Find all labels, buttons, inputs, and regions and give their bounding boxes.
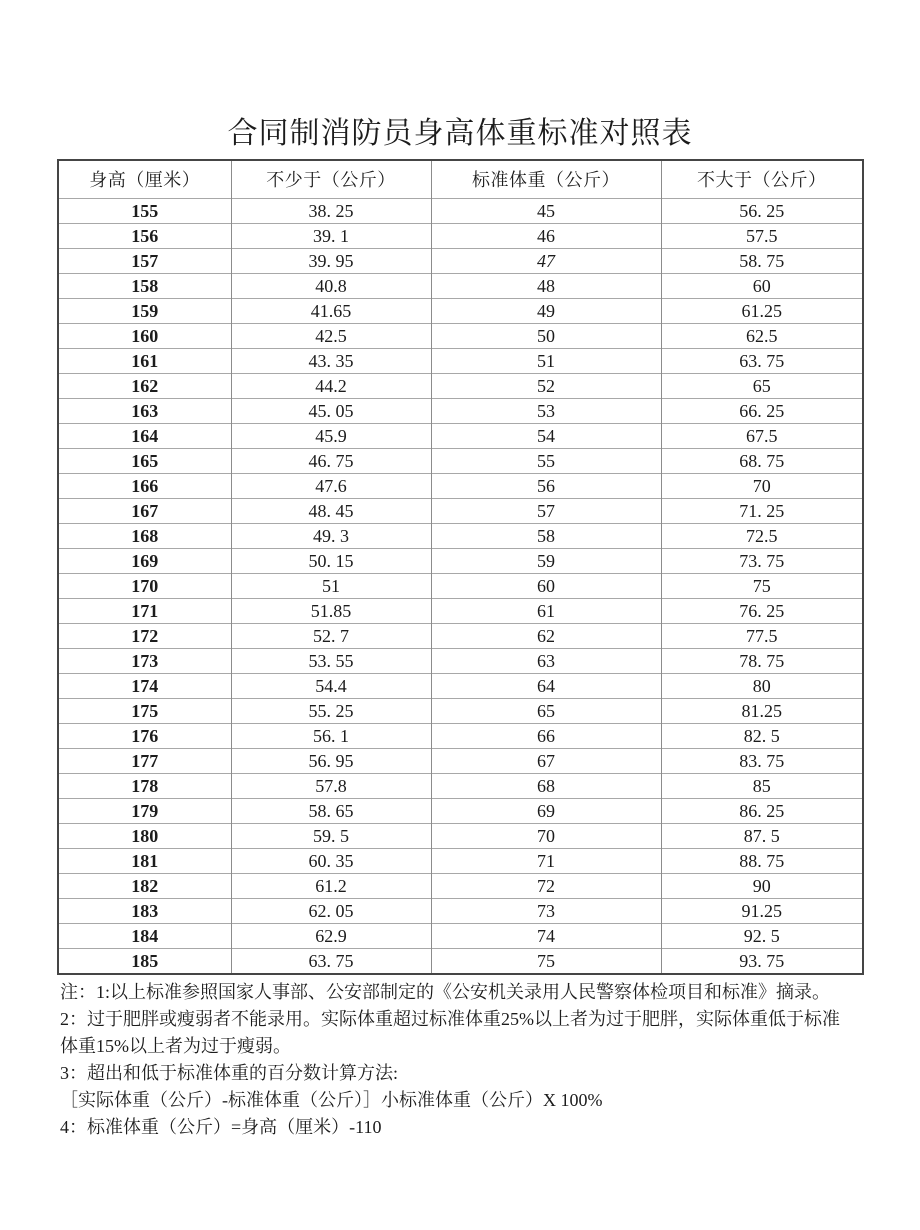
min-weight-cell: 55. 25 — [231, 698, 431, 723]
min-weight-cell: 62. 05 — [231, 898, 431, 923]
std-weight-cell: 47 — [431, 248, 661, 273]
table-row — [58, 323, 863, 348]
max-weight-cell: 73. 75 — [661, 548, 863, 573]
table-row — [58, 748, 863, 773]
height-cell: 166 — [58, 473, 231, 498]
min-weight-cell: 39. 1 — [231, 223, 431, 248]
std-weight-cell: 51 — [431, 348, 661, 373]
max-weight-cell: 63. 75 — [661, 348, 863, 373]
height-cell: 170 — [58, 573, 231, 598]
min-weight-cell: 52. 7 — [231, 623, 431, 648]
std-weight-cell: 57 — [431, 498, 661, 523]
min-weight-cell: 60. 35 — [231, 848, 431, 873]
max-weight-cell: 78. 75 — [661, 648, 863, 673]
min-weight-cell: 53. 55 — [231, 648, 431, 673]
std-weight-cell: 45 — [431, 198, 661, 223]
min-weight-cell: 45.9 — [231, 423, 431, 448]
table-row — [58, 498, 863, 523]
height-cell: 156 — [58, 223, 231, 248]
max-weight-cell: 60 — [661, 273, 863, 298]
min-weight-cell: 42.5 — [231, 323, 431, 348]
min-weight-cell: 56. 1 — [231, 723, 431, 748]
std-weight-cell: 50 — [431, 323, 661, 348]
height-cell: 172 — [58, 623, 231, 648]
std-weight-cell: 72 — [431, 873, 661, 898]
max-weight-cell: 71. 25 — [661, 498, 863, 523]
height-cell: 185 — [58, 948, 231, 974]
std-weight-cell: 64 — [431, 673, 661, 698]
std-weight-cell: 58 — [431, 523, 661, 548]
table-row — [58, 248, 863, 273]
table-row — [58, 773, 863, 798]
col-header-height: 身高（厘米） — [58, 160, 231, 198]
table-row — [58, 373, 863, 398]
height-cell: 168 — [58, 523, 231, 548]
height-cell: 181 — [58, 848, 231, 873]
max-weight-cell: 62.5 — [661, 323, 863, 348]
table-row — [58, 223, 863, 248]
min-weight-cell: 59. 5 — [231, 823, 431, 848]
table-row — [58, 923, 863, 948]
height-cell: 180 — [58, 823, 231, 848]
max-weight-cell: 72.5 — [661, 523, 863, 548]
std-weight-cell: 48 — [431, 273, 661, 298]
table-row — [58, 273, 863, 298]
height-cell: 171 — [58, 598, 231, 623]
height-cell: 174 — [58, 673, 231, 698]
table-row — [58, 823, 863, 848]
max-weight-cell: 57.5 — [661, 223, 863, 248]
note-line-1: 注：1:以上标准参照国家人事部、公安部制定的《公安机关录用人民警察体检项目和标准》摘录。 — [60, 982, 830, 1002]
height-cell: 164 — [58, 423, 231, 448]
table-row — [58, 448, 863, 473]
std-weight-cell: 56 — [431, 473, 661, 498]
min-weight-cell: 45. 05 — [231, 398, 431, 423]
min-weight-cell: 43. 35 — [231, 348, 431, 373]
table-row — [58, 673, 863, 698]
table-row — [58, 523, 863, 548]
min-weight-cell: 51.85 — [231, 598, 431, 623]
height-cell: 169 — [58, 548, 231, 573]
note-line-5: 4：标准体重（公斤）=身高（厘米）-110 — [60, 1117, 382, 1137]
min-weight-cell: 56. 95 — [231, 748, 431, 773]
table-row — [58, 948, 863, 974]
std-weight-cell: 70 — [431, 823, 661, 848]
std-weight-cell: 69 — [431, 798, 661, 823]
std-weight-cell: 67 — [431, 748, 661, 773]
height-cell: 158 — [58, 273, 231, 298]
table-row — [58, 873, 863, 898]
max-weight-cell: 66. 25 — [661, 398, 863, 423]
table-row — [58, 623, 863, 648]
height-weight-table — [57, 159, 864, 975]
height-cell: 182 — [58, 873, 231, 898]
height-cell: 176 — [58, 723, 231, 748]
height-cell: 177 — [58, 748, 231, 773]
table-row — [58, 648, 863, 673]
height-cell: 179 — [58, 798, 231, 823]
max-weight-cell: 65 — [661, 373, 863, 398]
min-weight-cell: 41.65 — [231, 298, 431, 323]
height-cell: 165 — [58, 448, 231, 473]
max-weight-cell: 83. 75 — [661, 748, 863, 773]
table-row — [58, 398, 863, 423]
max-weight-cell: 91.25 — [661, 898, 863, 923]
min-weight-cell: 58. 65 — [231, 798, 431, 823]
max-weight-cell: 61.25 — [661, 298, 863, 323]
max-weight-cell: 80 — [661, 673, 863, 698]
min-weight-cell: 63. 75 — [231, 948, 431, 974]
std-weight-cell: 53 — [431, 398, 661, 423]
std-weight-cell: 49 — [431, 298, 661, 323]
std-weight-cell: 65 — [431, 698, 661, 723]
max-weight-cell: 82. 5 — [661, 723, 863, 748]
min-weight-cell: 44.2 — [231, 373, 431, 398]
min-weight-cell: 51 — [231, 573, 431, 598]
height-cell: 167 — [58, 498, 231, 523]
col-header-max-weight: 不大于（公斤） — [661, 160, 863, 198]
table-row — [58, 698, 863, 723]
min-weight-cell: 62.9 — [231, 923, 431, 948]
table-body — [58, 198, 863, 974]
max-weight-cell: 58. 75 — [661, 248, 863, 273]
note-line-3: 3：超出和低于标准体重的百分数计算方法: — [60, 1063, 398, 1083]
height-cell: 173 — [58, 648, 231, 673]
std-weight-cell: 54 — [431, 423, 661, 448]
table-row — [58, 898, 863, 923]
table-row — [58, 423, 863, 448]
max-weight-cell: 86. 25 — [661, 798, 863, 823]
std-weight-cell: 62 — [431, 623, 661, 648]
min-weight-cell: 47.6 — [231, 473, 431, 498]
height-cell: 184 — [58, 923, 231, 948]
table-row — [58, 848, 863, 873]
max-weight-cell: 90 — [661, 873, 863, 898]
page-title: 合同制消防员身高体重标准对照表 — [227, 117, 693, 150]
std-weight-cell: 71 — [431, 848, 661, 873]
max-weight-cell: 93. 75 — [661, 948, 863, 974]
std-weight-cell: 46 — [431, 223, 661, 248]
table-row — [58, 198, 863, 223]
table-row — [58, 598, 863, 623]
std-weight-cell: 52 — [431, 373, 661, 398]
max-weight-cell: 85 — [661, 773, 863, 798]
table-row — [58, 473, 863, 498]
min-weight-cell: 54.4 — [231, 673, 431, 698]
table-row — [58, 798, 863, 823]
col-header-standard-weight: 标准体重（公斤） — [431, 160, 661, 198]
std-weight-cell: 63 — [431, 648, 661, 673]
max-weight-cell: 56. 25 — [661, 198, 863, 223]
max-weight-cell: 75 — [661, 573, 863, 598]
max-weight-cell: 77.5 — [661, 623, 863, 648]
height-cell: 178 — [58, 773, 231, 798]
table-row — [58, 723, 863, 748]
table-row — [58, 298, 863, 323]
max-weight-cell: 92. 5 — [661, 923, 863, 948]
height-cell: 157 — [58, 248, 231, 273]
max-weight-cell: 81.25 — [661, 698, 863, 723]
table-header-row — [58, 160, 863, 198]
std-weight-cell: 68 — [431, 773, 661, 798]
table-row — [58, 348, 863, 373]
note-line-2: 2：过于肥胖或瘦弱者不能录用。实际体重超过标准体重25%以上者为过于肥胖，实际体重低于标准体重15%以上者为过于瘦弱。 — [60, 1009, 840, 1056]
min-weight-cell: 46. 75 — [231, 448, 431, 473]
table-row — [58, 573, 863, 598]
col-header-min-weight: 不少于（公斤） — [231, 160, 431, 198]
std-weight-cell: 59 — [431, 548, 661, 573]
min-weight-cell: 38. 25 — [231, 198, 431, 223]
notes-section — [60, 979, 842, 1141]
note-line-4: ［实际体重（公斤）-标准体重（公斤）］小标准体重（公斤）X 100% — [60, 1090, 603, 1110]
height-cell: 161 — [58, 348, 231, 373]
height-cell: 175 — [58, 698, 231, 723]
std-weight-cell: 66 — [431, 723, 661, 748]
max-weight-cell: 87. 5 — [661, 823, 863, 848]
max-weight-cell: 70 — [661, 473, 863, 498]
std-weight-cell: 60 — [431, 573, 661, 598]
std-weight-cell: 61 — [431, 598, 661, 623]
min-weight-cell: 61.2 — [231, 873, 431, 898]
max-weight-cell: 67.5 — [661, 423, 863, 448]
height-cell: 162 — [58, 373, 231, 398]
max-weight-cell: 76. 25 — [661, 598, 863, 623]
table-row — [58, 548, 863, 573]
min-weight-cell: 48. 45 — [231, 498, 431, 523]
min-weight-cell: 57.8 — [231, 773, 431, 798]
std-weight-cell: 75 — [431, 948, 661, 974]
height-cell: 160 — [58, 323, 231, 348]
min-weight-cell: 40.8 — [231, 273, 431, 298]
std-weight-cell: 73 — [431, 898, 661, 923]
min-weight-cell: 49. 3 — [231, 523, 431, 548]
height-cell: 155 — [58, 198, 231, 223]
min-weight-cell: 50. 15 — [231, 548, 431, 573]
min-weight-cell: 39. 95 — [231, 248, 431, 273]
height-cell: 159 — [58, 298, 231, 323]
max-weight-cell: 68. 75 — [661, 448, 863, 473]
height-cell: 183 — [58, 898, 231, 923]
std-weight-cell: 55 — [431, 448, 661, 473]
std-weight-cell: 74 — [431, 923, 661, 948]
height-cell: 163 — [58, 398, 231, 423]
max-weight-cell: 88. 75 — [661, 848, 863, 873]
